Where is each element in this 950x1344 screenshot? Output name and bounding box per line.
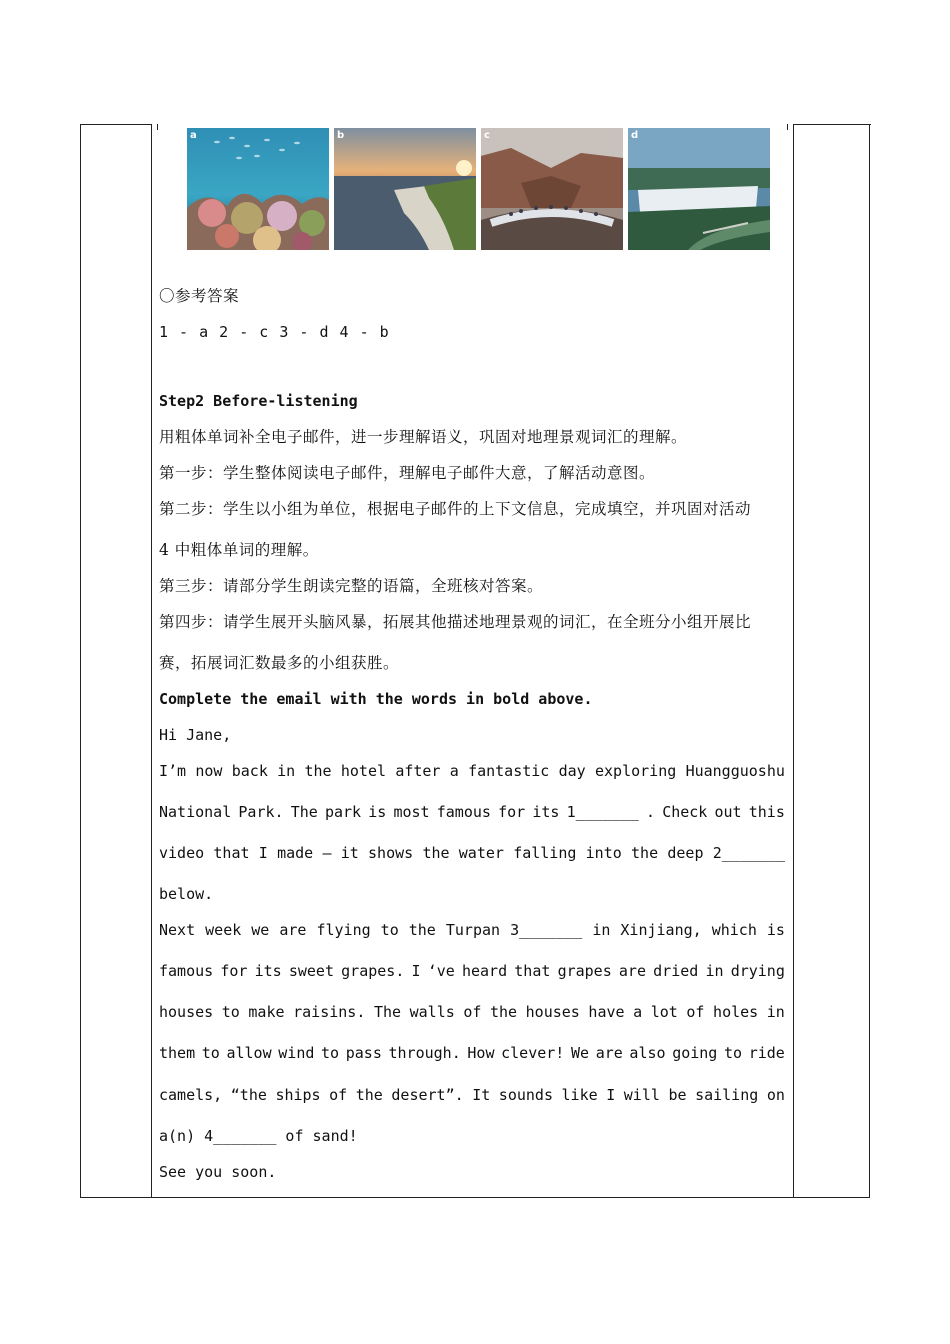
email-line: a(n) 4_______ of sand!: [159, 1127, 358, 1145]
email-line: Next week we are flying to the Turpan 3_______ in Xinjiang, which is: [159, 921, 785, 939]
step-2-text-b: 4 中粗体单词的理解。: [159, 541, 319, 559]
step-title: Step2 Before-listening: [159, 392, 358, 410]
photo-label-c: c: [484, 130, 490, 141]
step-2-text-a: 第二步：学生以小组为单位，根据电子邮件的上下文信息，完成填空，并巩固对活动: [159, 500, 752, 518]
photo-coral-reef: [187, 128, 329, 250]
answer-heading: 〇参考答案: [159, 287, 240, 305]
step-1-text: 第一步：学生整体阅读电子邮件，理解电子邮件大意，了解活动意图。: [159, 464, 656, 482]
photo-waterfall: [628, 128, 770, 250]
answer-line: 1 - a 2 - c 3 - d 4 - b: [159, 323, 390, 341]
email-line: them to allow wind to pass through. How clever! We are also going to ride: [159, 1044, 785, 1062]
photo-label-b: b: [337, 130, 345, 141]
email-line: famous for its sweet grapes. I ‘ve heard that grapes are dried in drying: [159, 962, 785, 980]
email-line: camels, “the ships of the desert”. It sounds like I will be sailing on: [159, 1086, 785, 1104]
email-line: video that I made – it shows the water falling into the deep 2_______: [159, 844, 785, 862]
step-3-text: 第三步：请部分学生朗读完整的语篇，全班核对答案。: [159, 577, 544, 595]
email-greeting: Hi Jane,: [159, 726, 232, 744]
photo-label-a: a: [190, 130, 197, 141]
email-line: below.: [159, 885, 214, 903]
photo-sea-cliff: [334, 128, 476, 250]
photo-strip: [187, 128, 769, 250]
task-instruction: Complete the email with the words in bold above.: [159, 690, 593, 708]
step-4-text-b: 赛，拓展词汇数最多的小组获胜。: [159, 654, 400, 672]
email-line: I’m now back in the hotel after a fantastic day exploring Huangguoshu: [159, 762, 785, 780]
intro-text: 用粗体单词补全电子邮件，进一步理解语义，巩固对地理景观词汇的理解。: [159, 428, 688, 446]
step-4-text-a: 第四步：请学生展开头脑风暴，拓展其他描述地理景观的词汇，在全班分小组开展比: [159, 613, 752, 631]
photo-label-d: d: [631, 130, 639, 141]
email-line: houses to make raisins. The walls of the houses have a lot of holes in: [159, 1003, 785, 1021]
email-closing: See you soon.: [159, 1163, 277, 1181]
photo-canyon-skywalk: [481, 128, 623, 250]
email-line: National Park. The park is most famous for its 1_______ . Check out this: [159, 803, 785, 821]
